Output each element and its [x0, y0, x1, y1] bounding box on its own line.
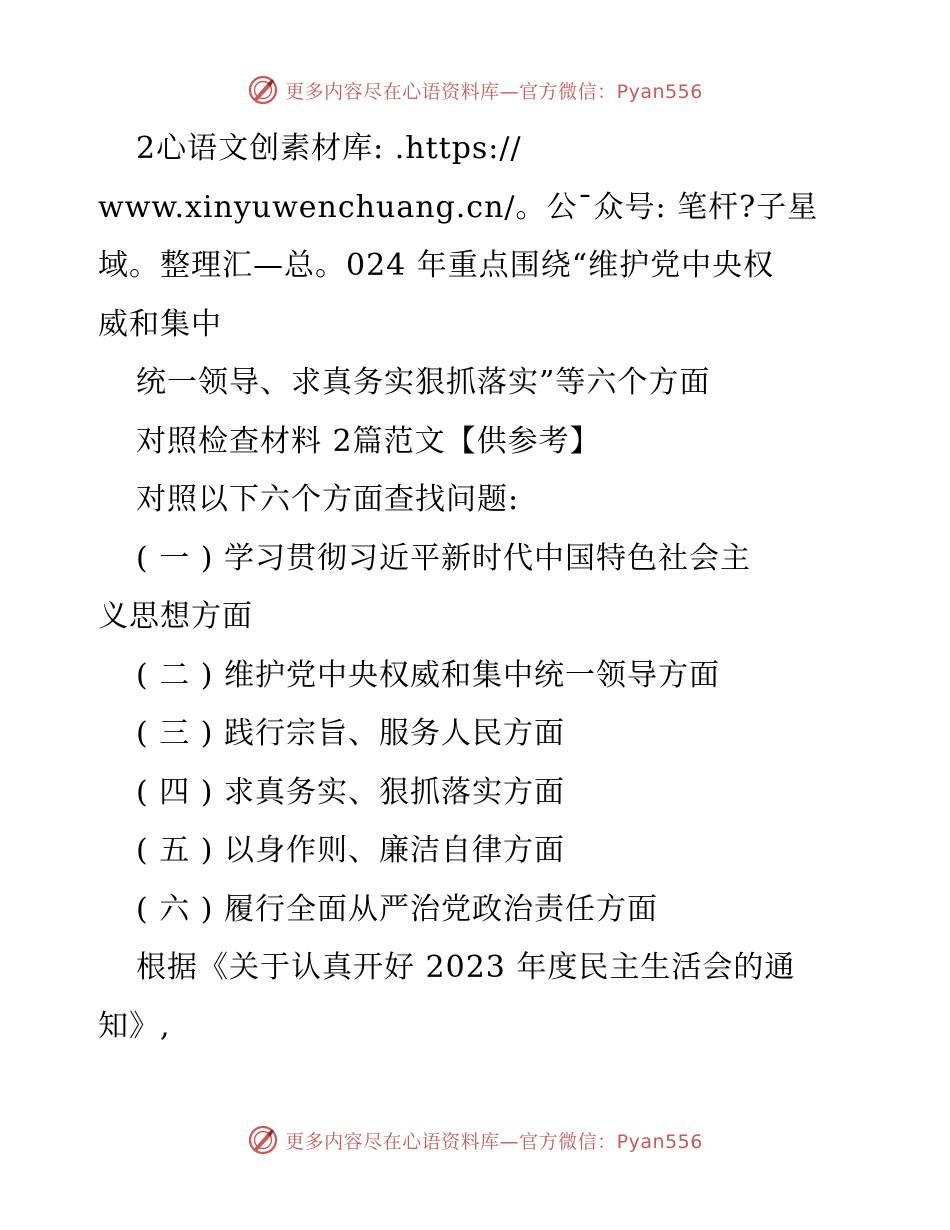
- footer-watermark: [0, 1120, 950, 1160]
- text-line: 对照以下六个方面查找问题:: [136, 482, 520, 517]
- document-body: [98, 120, 858, 1056]
- text-line: 对照检查材料 2篇范文【供参考】: [136, 423, 601, 459]
- text-line: ( 六 ) 履行全面从严治党政治责任方面: [136, 891, 659, 927]
- text-line: 知》,: [98, 1008, 171, 1044]
- text-line: ( 五 ) 以身作则、廉洁自律方面: [136, 833, 566, 868]
- text-line: 统一领导、求真务实狠抓落实”等六个方面: [136, 365, 711, 400]
- text-line: ( 三 ) 践行宗旨、服务人民方面: [136, 716, 566, 751]
- text-line: 2心语文创素材库: .https://: [136, 131, 522, 166]
- text-line: 根据《关于认真开好 2023 年度民主生活会的通: [136, 950, 796, 985]
- text-line: ( 四 ) 求真务实、狠抓落实方面: [136, 774, 566, 810]
- text-line: 域。整理汇—总。024 年重点围绕“维护党中央权: [98, 248, 775, 283]
- pen-logo-icon: [247, 74, 279, 106]
- text-line: www.xinyuwenchuang.cn/。公¯众号: 笔杆?子星: [98, 189, 819, 225]
- watermark-text: 更多内容尽在心语资料库—官方微信：Pyan556: [285, 80, 703, 103]
- watermark-text: 更多内容尽在心语资料库—官方微信：Pyan556: [285, 1130, 703, 1153]
- header-watermark: [0, 70, 950, 110]
- pen-logo-icon: [247, 1124, 279, 1156]
- text-line: 义思想方面: [98, 599, 253, 634]
- header-watermark-inner: [247, 74, 703, 106]
- text-line: ( 一 ) 学习贯彻习近平新时代中国特色社会主: [136, 540, 752, 576]
- text-line: 威和集中: [98, 306, 222, 342]
- text-line: ( 二 ) 维护党中央权威和集中统一领导方面: [136, 657, 721, 693]
- footer-watermark-inner: [247, 1124, 703, 1156]
